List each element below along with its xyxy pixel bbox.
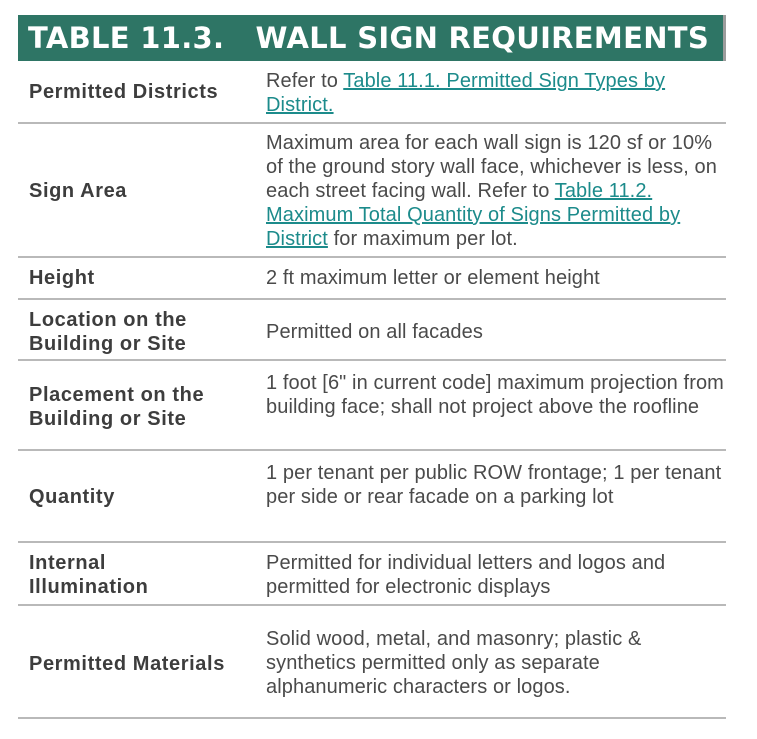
row-label-quantity: Quantity [29, 486, 115, 508]
row-value-placement: 1 foot [6" in current code] maximum projection from building face; shall not project above the roofline [266, 372, 724, 418]
row-label-placement [29, 383, 204, 431]
table-row-location [18, 300, 726, 361]
table-11-2-link[interactable]: Table 11.2. Maximum Total Quantity of Signs Permitted by District [266, 180, 681, 250]
value-text: Maximum area for each wall sign is 120 sf or 10% of the ground story wall face, whichever is less, on each street facing wall. Refer to [266, 132, 717, 202]
row-value-permitted-districts [266, 69, 724, 117]
row-label-line: Building or Site [29, 333, 187, 355]
table-row-materials [18, 606, 726, 719]
table-row-height [18, 258, 726, 300]
row-value-quantity: 1 per tenant per public ROW frontage; 1 per tenant per side or rear facade on a parking lot [266, 462, 722, 508]
row-value-location: Permitted on all facades [266, 321, 483, 343]
value-text: Refer to [266, 70, 344, 92]
row-value-materials: Solid wood, metal, and masonry; plastic & synthetics permitted only as separate alphanumeric characters or logos. [266, 628, 642, 698]
row-label-line: Building or Site [29, 408, 187, 430]
table-row-permitted-districts [18, 62, 726, 124]
row-label-height: Height [29, 267, 95, 289]
table-11-1-link[interactable]: Table 11.1. Permitted Sign Types by District. [266, 70, 666, 116]
row-label-line: Illumination [29, 576, 149, 598]
row-label-line: Placement on the [29, 384, 205, 406]
value-text-post: for maximum per lot. [327, 228, 518, 250]
table-header [18, 15, 726, 61]
row-value-sign-area [266, 131, 724, 251]
row-label-line: Location on the [29, 309, 187, 331]
table-row-sign-area [18, 124, 726, 258]
row-label-illumination [29, 551, 148, 599]
table-row-quantity [18, 451, 726, 543]
row-label-line: Internal [29, 552, 107, 574]
table-row-illumination [18, 543, 726, 606]
row-label-location [29, 308, 187, 356]
row-label-sign-area: Sign Area [29, 180, 128, 202]
table-title: TABLE 11.3. WALL SIGN REQUIREMENTS [28, 21, 710, 55]
row-value-illumination: Permitted for individual letters and logos and permitted for electronic displays [266, 552, 666, 598]
row-label-permitted-districts: Permitted Districts [29, 81, 219, 103]
row-value-height: 2 ft maximum letter or element height [266, 267, 600, 289]
table-row-placement [18, 361, 726, 451]
row-label-materials: Permitted Materials [29, 653, 225, 675]
